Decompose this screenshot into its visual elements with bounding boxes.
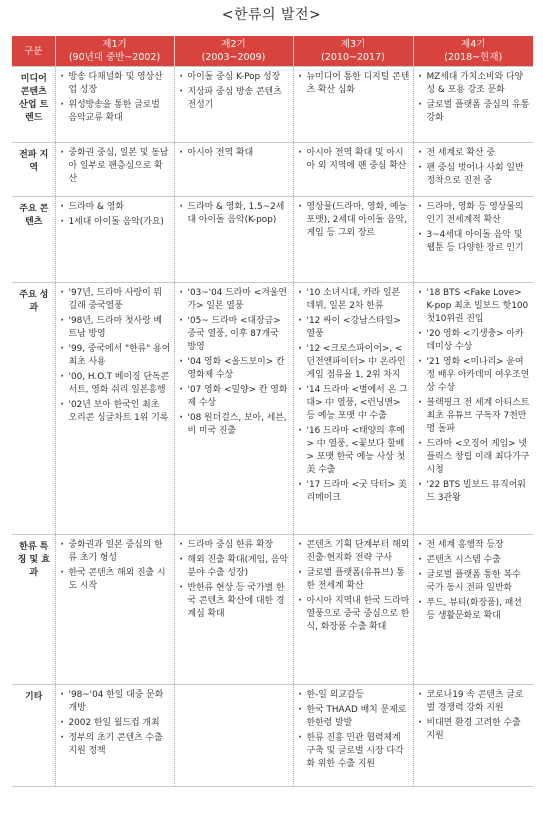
period-range: (2018~현재) xyxy=(444,52,503,63)
bullet-item: · 푸드, 뷰티(화장품), 패션 등 생활문화로 확대 xyxy=(418,597,531,623)
bullet-item: · '98~'04 한일 대중 문화 개방 xyxy=(60,689,171,715)
bullet-item: · '14 드라마 <별에서 온 그대> 中 열풍, <런닝맨> 등 예능 포맷 中 수출 xyxy=(298,384,410,423)
header-period-2 xyxy=(174,36,293,67)
bullet-item: · 3~4세대 아이돌 음악 및 웹툰 등 다양한 장르 인기 xyxy=(418,229,531,255)
bullet-item: · '04 영화 <올드보이> 칸 영화제 수상 xyxy=(179,356,290,382)
bullet-item: · 한류 진흥 민관 협력체계 구축 및 글로벌 시장 다각화 위한 수출 지원 xyxy=(298,732,410,771)
bullet-item: · '02년 보아 한국인 최초 오리콘 싱글차트 1위 기록 xyxy=(60,399,171,425)
period-range: (2003~2009) xyxy=(201,52,266,63)
bullet-item: · '98년, 드라마 첫사랑 베트남 방영 xyxy=(60,315,171,341)
table-row xyxy=(12,283,533,535)
bullet-list xyxy=(298,287,410,505)
bullet-list xyxy=(179,147,290,160)
bullet-item: · 글로벌 플랫폼(유튜브) 통한 전세계 확산 xyxy=(298,567,410,593)
table-row xyxy=(12,685,533,787)
bullet-list xyxy=(418,71,531,125)
period-cell xyxy=(174,67,293,143)
row-label: 한류 특징 및 효과 xyxy=(12,535,55,685)
table-body xyxy=(12,67,533,787)
bullet-list xyxy=(179,71,290,112)
row-label: 전파 지역 xyxy=(12,143,55,197)
bullet-item: · '03~'04 드라마 <겨울연가> 일본 열풍 xyxy=(179,287,290,313)
bullet-item: · 중화권 중심, 일본 및 동남아 일부로 팬층심으로 확산 xyxy=(60,147,171,186)
period-cell xyxy=(55,685,174,787)
period-cell xyxy=(55,283,174,535)
bullet-item: · 2002 한일 월드컵 개최 xyxy=(60,717,171,730)
header-period-4 xyxy=(413,36,533,67)
bullet-item: · '22 BTS 빌보드 뮤직어워드 3관왕 xyxy=(418,479,531,505)
bullet-item: · 팬 중심 벗어나 사회 일반 정착으로 진전 중 xyxy=(418,162,531,188)
bullet-list xyxy=(179,539,290,621)
period-cell xyxy=(174,143,293,197)
period-cell xyxy=(293,283,413,535)
bullet-list xyxy=(60,71,171,125)
table-title: <한류의 발전> xyxy=(221,7,322,23)
hallyu-development-table xyxy=(12,36,533,787)
period-cell xyxy=(174,535,293,685)
bullet-item: · 드라마 & 영화, 1.5~2세대 아이돌 음악(K-pop) xyxy=(179,201,290,227)
period-cell xyxy=(293,67,413,143)
period-cell xyxy=(413,685,533,787)
bullet-item: · 한국 THAAD 배치 문제로 한한령 발발 xyxy=(298,704,410,730)
bullet-item: · '16 드라마 <태양의 후예> 中 열풍, <꽃보다 할배> 포맷 한국 예능 사상 첫 美 수출 xyxy=(298,425,410,477)
period-name: 제4기 xyxy=(461,39,486,50)
period-range: (90년대 중반~2002) xyxy=(68,52,161,63)
row-label: 주요 성과 xyxy=(12,283,55,535)
bullet-item: · 위성방송을 통한 글로벌 음악교류 확대 xyxy=(60,99,171,125)
bullet-item: · 콘텐츠 기획 단계부터 해외진출·현지화 전략 구사 xyxy=(298,539,410,565)
header-row xyxy=(12,36,533,67)
period-cell xyxy=(174,685,293,787)
bullet-item: · 드라마 중심 한류 확장 xyxy=(179,539,290,552)
period-cell xyxy=(413,535,533,685)
period-cell xyxy=(413,283,533,535)
bullet-list xyxy=(179,287,290,438)
bullet-item: · MZ세대 가치소비와 다양성 & 포용 강조 문화 xyxy=(418,71,531,97)
bullet-item: · 아시아 전역 확대 및 아시아 외 지역에 팬 중심 확산 xyxy=(298,147,410,173)
bullet-list xyxy=(418,539,531,623)
bullet-item: · 반한류 현상 등 국가별 한국 콘텐츠 확산에 대한 경계심 확대 xyxy=(179,582,290,621)
bullet-item: · 글로벌 플랫폼 통한 복수 국가 동시 전파 일반화 xyxy=(418,569,531,595)
bullet-item: · 한국 콘텐츠 해외 진출 시도 시작 xyxy=(60,567,171,593)
bullet-item: · 콘텐츠 시스템 수출 xyxy=(418,554,531,567)
period-cell xyxy=(293,685,413,787)
bullet-item: · 전 세계로 확산 중 xyxy=(418,147,531,160)
bullet-item: · '18 BTS <Fake Love> K-pop 최초 빌보드 핫100 첫10위권 진입 xyxy=(418,287,531,326)
bullet-list xyxy=(60,147,171,186)
bullet-list xyxy=(418,287,531,505)
bullet-item: · '17 드라마 <굿 닥터> 美 리메이크 xyxy=(298,479,410,505)
bullet-item: · 글로벌 플랫폼 중심의 유통 강화 xyxy=(418,99,531,125)
bullet-item: · 1세대 아이돌 음악(가요) xyxy=(60,216,171,229)
bullet-item: · '99, 중국에서 "한류" 용어 최초 사용 xyxy=(60,343,171,369)
period-cell xyxy=(413,143,533,197)
period-cell xyxy=(174,283,293,535)
bullet-item: · '05~ 드라마 <대장금> 중국 열풍, 이후 87개국 방영 xyxy=(179,315,290,354)
bullet-list xyxy=(60,689,171,758)
table-row xyxy=(12,67,533,143)
table-row xyxy=(12,143,533,197)
bullet-item: · 아시아 전역 확대 xyxy=(179,147,290,160)
bullet-item: · 코로나19 속 콘텐츠 글로벌 경쟁력 강화 지원 xyxy=(418,689,531,715)
period-name: 제2기 xyxy=(221,39,246,50)
period-cell xyxy=(55,197,174,283)
bullet-item: · '20 영화 <기생충> 아카데미상 수상 xyxy=(418,328,531,354)
bullet-item: · 지상파 중심 방송 콘텐츠 전성기 xyxy=(179,86,290,112)
bullet-item: · '97년, 드라마 사랑이 뭐길래 중국열풍 xyxy=(60,287,171,313)
bullet-list xyxy=(418,689,531,743)
bullet-list xyxy=(298,71,410,97)
row-label: 미디어 콘텐츠 산업 트렌드 xyxy=(12,67,55,143)
bullet-item: · 한-일 외교갈등 xyxy=(298,689,410,702)
header-gubun: 구분 xyxy=(12,36,55,67)
bullet-item: · 드라마, 영화 등 영상물의 인기 전세계적 확산 xyxy=(418,201,531,227)
table-row xyxy=(12,197,533,283)
bullet-item: · 해외 진출 확대(게임, 음악 분야 수출 성장) xyxy=(179,554,290,580)
bullet-list xyxy=(60,539,171,593)
bullet-item: · '08 원더걸스, 보아, 세븐, 비 미국 진출 xyxy=(179,412,290,438)
bullet-item: · 뉴미디어 통한 디지털 콘텐츠 확산 심화 xyxy=(298,71,410,97)
bullet-item: · 영상물(드라마, 영화, 예능 포맷), 2세대 아이돌 음악, 게임 등 그외 장르 xyxy=(298,201,410,240)
bullet-list xyxy=(418,201,531,255)
period-cell xyxy=(55,143,174,197)
bullet-item: · 중화권과 일본 중심의 한류 초기 형성 xyxy=(60,539,171,565)
bullet-item: · '21 영화 <미나리> 윤여정 배우 아카데미 여우조연상 수상 xyxy=(418,356,531,395)
bullet-item: · 아시아 지역내 한국 드라마 열풍으로 중국 중심으로 한식, 화장품 수출 확대 xyxy=(298,595,410,634)
period-cell xyxy=(174,197,293,283)
bullet-item: · 드라마 & 영화 xyxy=(60,201,171,214)
period-name: 제3기 xyxy=(340,39,366,50)
bullet-list xyxy=(60,287,171,425)
bullet-list xyxy=(60,201,171,229)
period-cell xyxy=(413,67,533,143)
bullet-item: · 아이돌 중심 K-Pop 성장 xyxy=(179,71,290,84)
table-row xyxy=(12,535,533,685)
row-label: 기타 xyxy=(12,685,55,787)
bullet-item: · 정부의 초기 콘텐츠 수출지원 정책 xyxy=(60,732,171,758)
bullet-item: · '12 싸이 <강남스타일> 열풍 xyxy=(298,315,410,341)
period-cell xyxy=(55,67,174,143)
period-range: (2010~2017) xyxy=(321,52,385,63)
bullet-item: · 전 세계 흥행작 등장 xyxy=(418,539,531,552)
bullet-list xyxy=(298,201,410,240)
bullet-list xyxy=(418,147,531,188)
bullet-item: · '12 <크로스파이어>, <던전앤파이터> 中 온라인 게임 점유율 1, 2위 차지 xyxy=(298,343,410,382)
bullet-list xyxy=(298,689,410,771)
header-period-1 xyxy=(55,36,174,67)
period-cell xyxy=(293,197,413,283)
period-cell xyxy=(293,143,413,197)
period-name: 제1기 xyxy=(102,39,127,50)
bullet-item: · 방송 다채널화 및 영상산업 성장 xyxy=(60,71,171,97)
bullet-list xyxy=(298,539,410,634)
bullet-list xyxy=(298,147,410,173)
bullet-item: · '07 영화 <밀양> 칸 영화제 수상 xyxy=(179,384,290,410)
bullet-item: · '10 소녀시대, 카라 일본 데뷔, 일본 2차 한류 xyxy=(298,287,410,313)
bullet-item: · 드라마 <오징어 게임> 넷플릭스 창립 이래 최다가구 시청 xyxy=(418,438,531,477)
bullet-item: · '00, H.O.T 베이징 단독콘서트, 영화 쉬리 일본흥행 xyxy=(60,371,171,397)
bullet-item: · 블랙핑크 전 세계 아티스트 최초 유튜브 구독자 7천만 명 돌파 xyxy=(418,397,531,436)
row-label: 주요 콘텐츠 xyxy=(12,197,55,283)
period-cell xyxy=(413,197,533,283)
period-cell xyxy=(55,535,174,685)
period-cell xyxy=(293,535,413,685)
bullet-list xyxy=(179,201,290,227)
header-period-3 xyxy=(293,36,413,67)
bullet-item: · 비대면 환경 고려한 수출 지원 xyxy=(418,717,531,743)
